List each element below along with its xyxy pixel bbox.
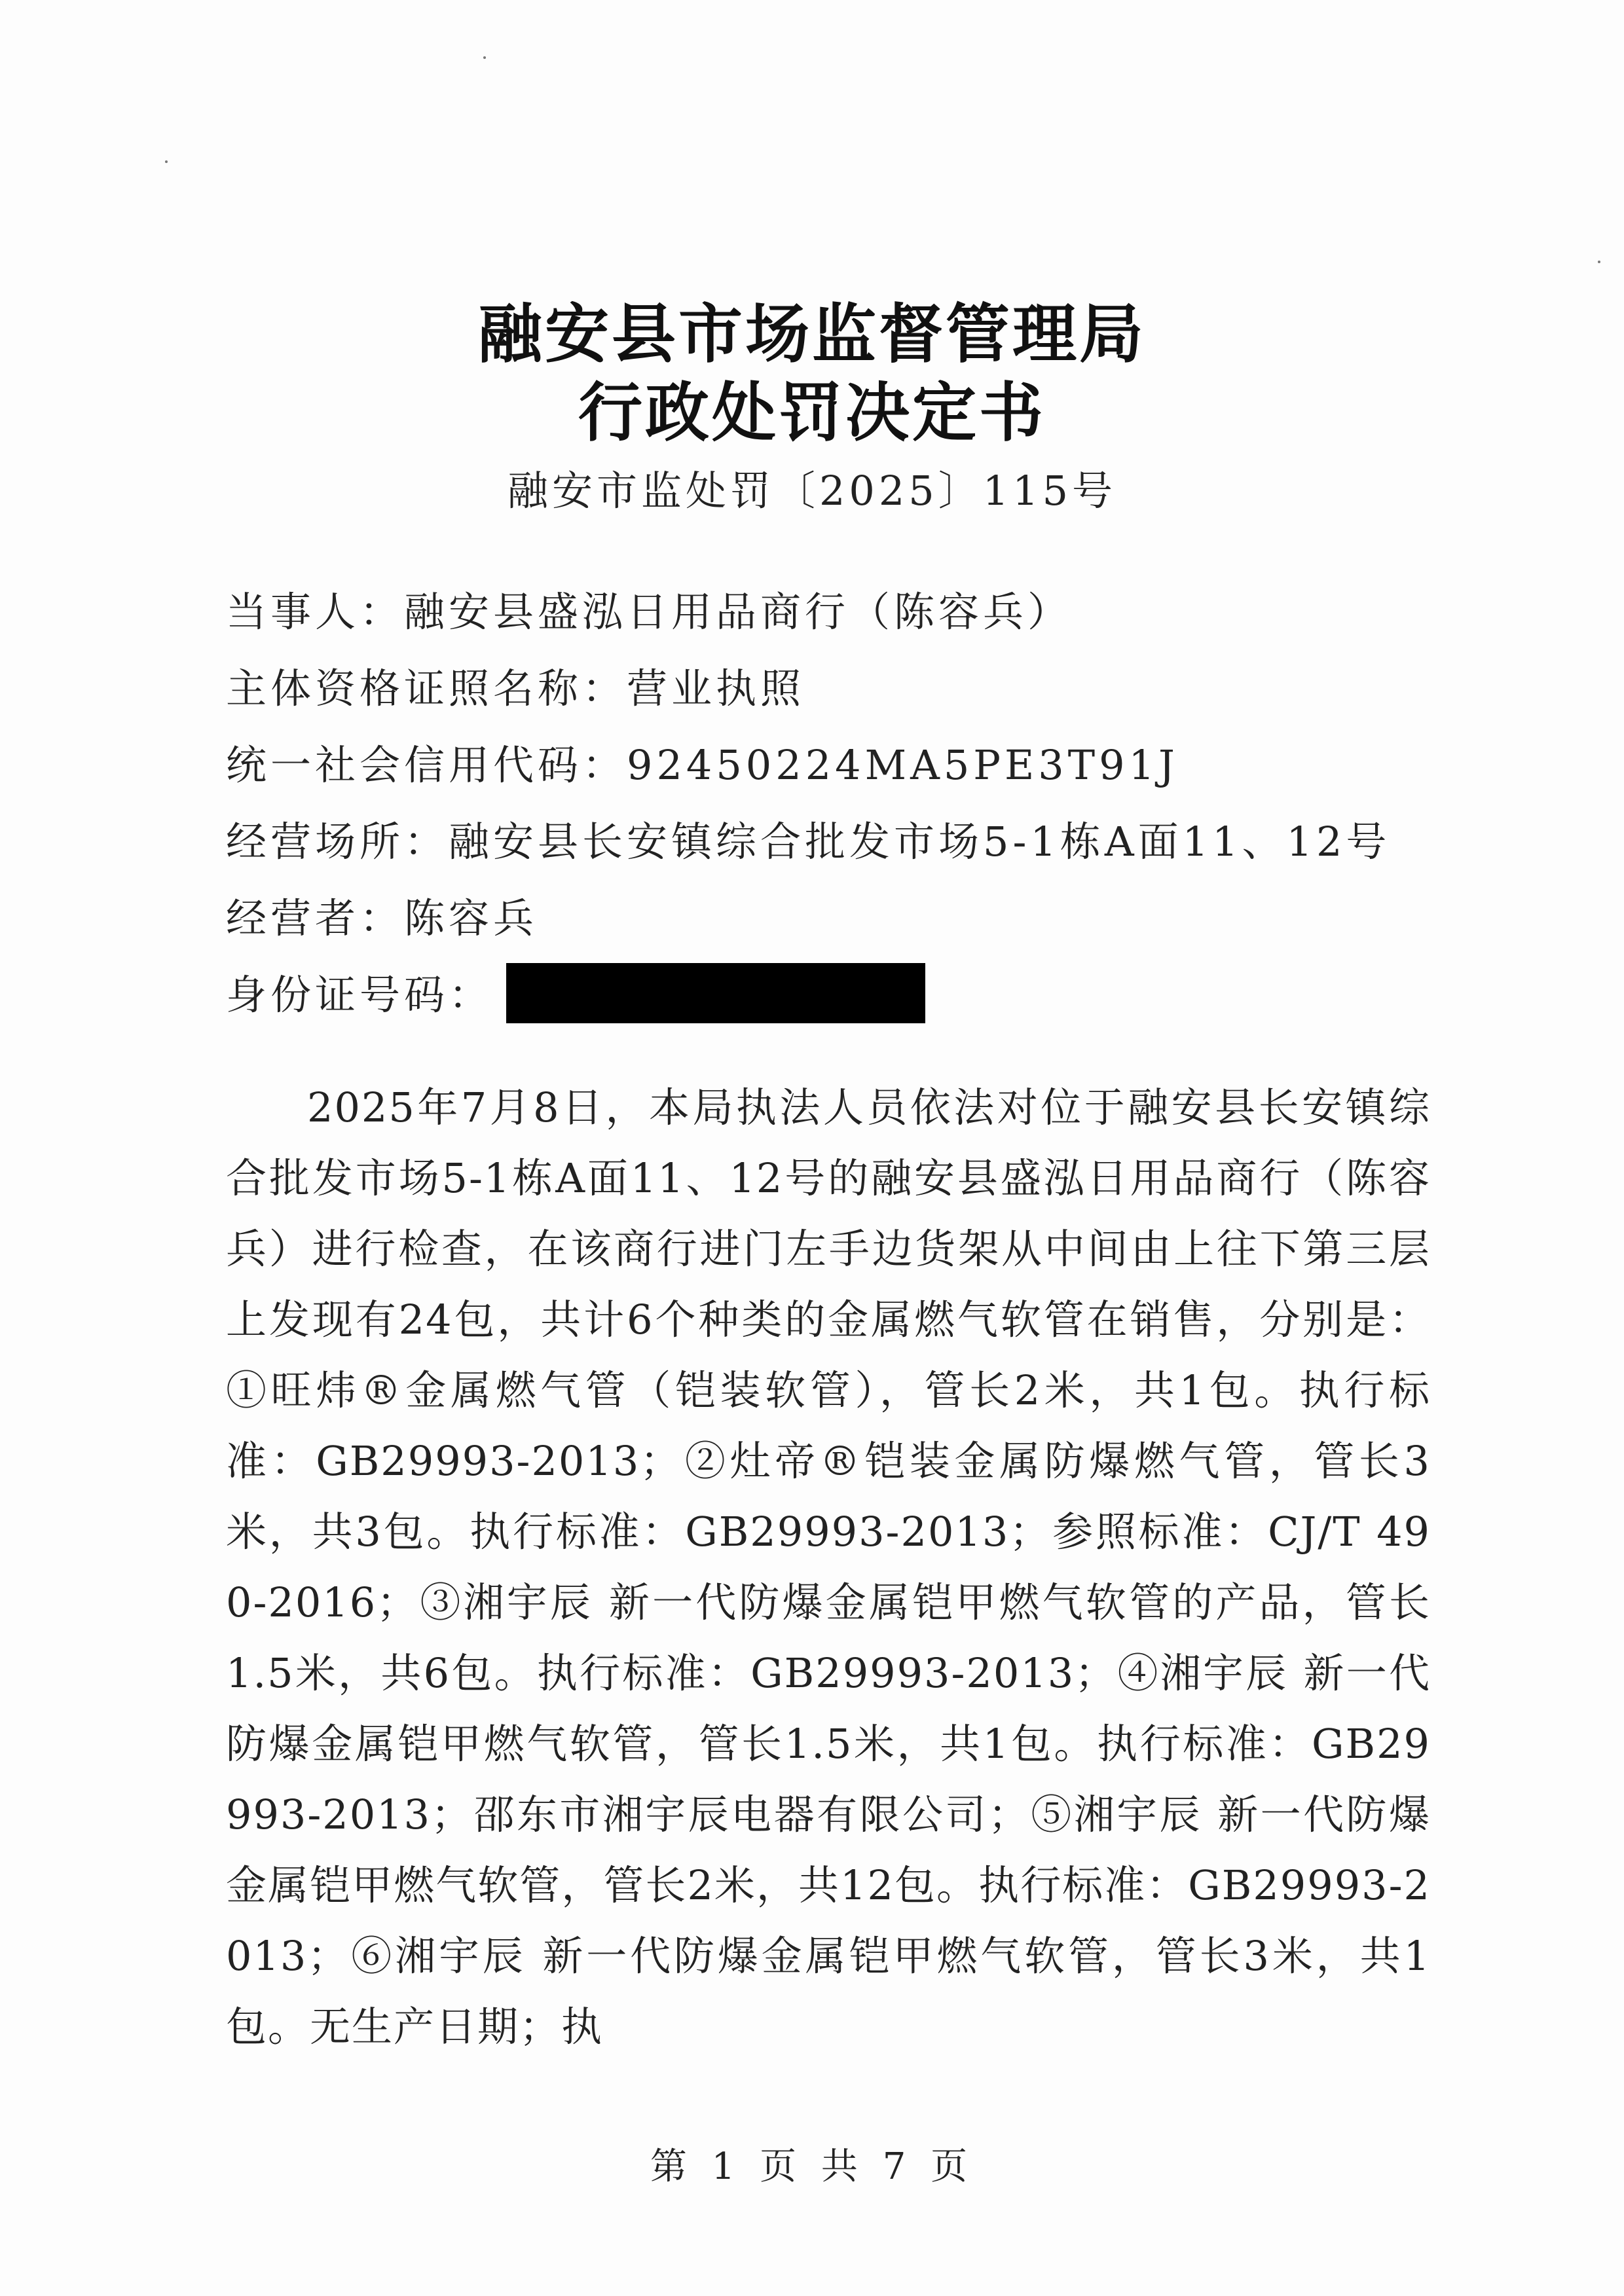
- doc-title: 行政处罚决定书: [578, 375, 1046, 450]
- redaction-block: [506, 963, 925, 1023]
- operator-label: 经营者：: [226, 894, 405, 942]
- party-value: 融安县盛泓日用品商行（陈容兵）: [404, 588, 1073, 636]
- party-label: 当事人：: [226, 588, 405, 636]
- license-name-label: 主体资格证照名称：: [226, 665, 627, 712]
- scan-speck: [1598, 261, 1600, 263]
- party-field: [226, 579, 1072, 638]
- org-title: 融安县市场监督管理局: [477, 297, 1146, 372]
- operator-field: [226, 886, 538, 944]
- doc-number: 融安市监处罚〔2025〕115号: [507, 467, 1117, 515]
- operator-value: 陈容兵: [404, 894, 538, 942]
- premises-field: [226, 809, 1390, 867]
- credit-code-field: [226, 733, 1179, 791]
- scan-speck: [483, 56, 486, 59]
- credit-code-value: 92450224MA5PE3T91J: [627, 741, 1179, 789]
- page-indicator: 第 1 页 共 7 页: [650, 2145, 974, 2188]
- id-number-field: [226, 962, 925, 1023]
- id-number-label: 身份证号码：: [226, 971, 494, 1019]
- credit-code-label: 统一社会信用代码：: [226, 741, 627, 789]
- premises-label: 经营场所：: [226, 818, 449, 866]
- premises-value: 融安县长安镇综合批发市场5-1栋A面11、12号: [449, 818, 1391, 866]
- license-name-field: [226, 656, 805, 714]
- scan-speck: [165, 160, 168, 163]
- body-paragraph: 2025年7月8日，本局执法人员依法对位于融安县长安镇综合批发市场5-1栋A面11、12号的融安县盛泓日用品商行（陈容兵）进行检查，在该商行进门左手边货架从中间由上往下第三层上发现有24包，共计6个种类的金属燃气软管在销售，分别是：①旺炜®金属燃气管（铠装软管），管长2米，共1包。执行标准：GB29993-2013；②灶帝®铠装金属防爆燃气管，管长3米，共3包。执行标准：GB29993-2013；参照标准：CJ/T 490-2016；③湘宇辰 新一代防爆金属铠甲燃气软管的产品，管长1.5米，共6包。执行标准：GB29993-2013；④湘宇辰 新一代防爆金属铠甲燃气软管，管长1.5米，共1包。执行标准：GB29993-2013；邵东市湘宇辰电器有限公司；⑤湘宇辰 新一代防爆金属铠甲燃气软管，管长2米，共12包。执行标准：GB29993-2013；⑥湘宇辰 新一代防爆金属铠甲燃气软管，管长3米，共1包。无生产日期；执: [226, 1084, 1431, 2050]
- license-name-value: 营业执照: [627, 665, 805, 712]
